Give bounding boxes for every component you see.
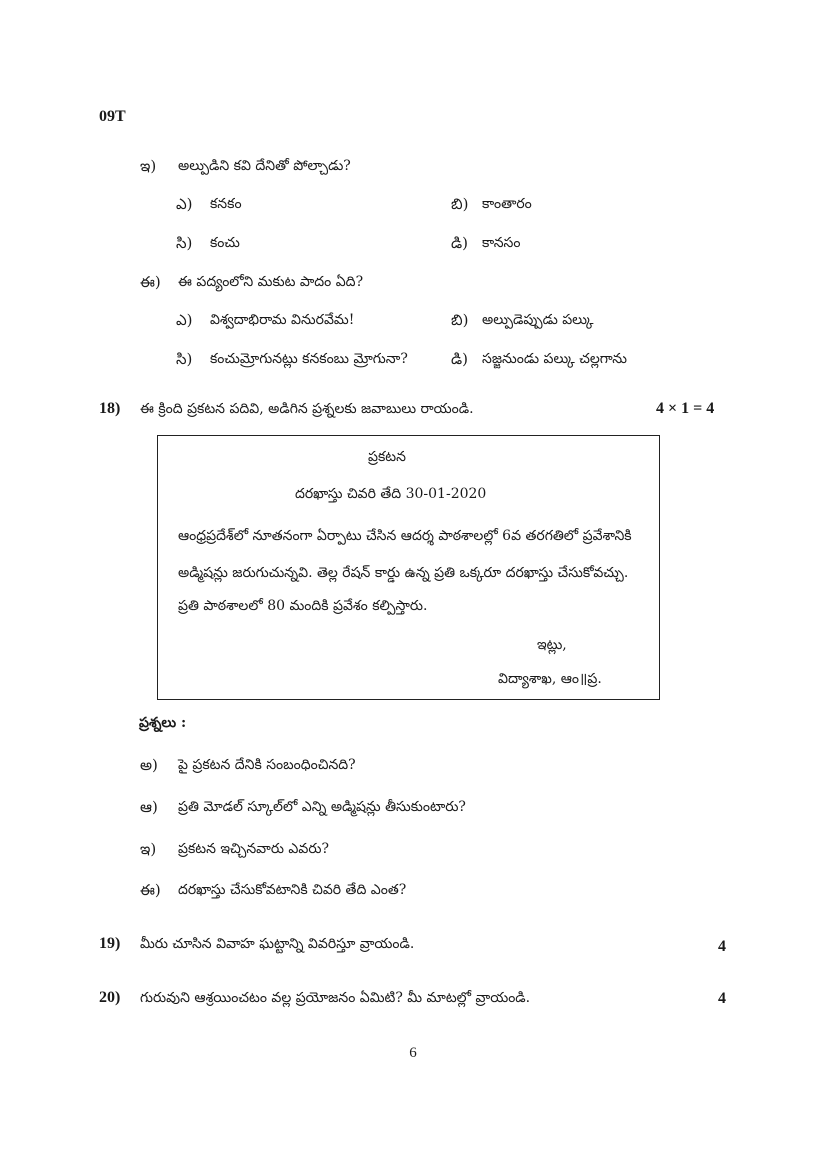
- sub-question-label: ఇ): [140, 840, 157, 858]
- option-text: కనకం: [210, 196, 242, 212]
- sub-question-label: ఈ): [140, 881, 161, 899]
- notice-closing: ఇట్లు,: [537, 637, 567, 653]
- part-question: అల్పుడిని కవి దేనితో పోల్చాడు?: [178, 158, 351, 174]
- option-text: విశ్వదాభిరామ వినురవేమ!: [210, 312, 355, 328]
- marks: 4 × 1 = 4: [656, 400, 715, 417]
- option-label: బి): [451, 311, 469, 329]
- option-label: డి): [451, 234, 468, 252]
- option-label: ఎ): [176, 195, 193, 213]
- part-label: ఈ): [140, 273, 161, 291]
- notice-line: అడ్మిషన్లు జరుగుచున్నవి. తెల్ల రేషన్ కార్డు ఉన్న ప్రతి ఒక్కరూ దరఖాస్తు చేసుకోవచ్చు.: [178, 565, 629, 581]
- option-text: కానసం: [482, 235, 521, 251]
- option-text: సజ్జనుండు పల్కు చల్లగాను: [482, 351, 627, 367]
- option-label: సి): [176, 234, 193, 252]
- notice-line: ఆంధ్రప్రదేశ్‌లో నూతనంగా ఏర్పాటు చేసిన ఆదర్శ పాఠశాలల్లో 6వ తరగతిలో ప్రవేశానికి: [178, 528, 632, 544]
- question-text: గురువుని ఆశ్రయించటం వల్ల ప్రయోజనం ఏమిటి? మీ మాటల్లో వ్రాయండి.: [140, 990, 531, 1006]
- marks: 4: [718, 938, 726, 955]
- paper-code: 09T: [99, 108, 126, 125]
- questions-heading: ప్రశ్నలు :: [139, 715, 187, 731]
- notice-signature: విద్యాశాఖ, ఆం॥ప్ర.: [498, 671, 602, 687]
- sub-question-text: దరఖాస్తు చేసుకోవటానికి చివరి తేది ఎంత?: [178, 882, 407, 898]
- part-label: ఇ): [140, 157, 157, 175]
- sub-question-label: అ): [140, 756, 158, 774]
- option-text: అల్పుడెప్పుడు పల్కు: [482, 312, 594, 328]
- notice-title: ప్రకటన: [368, 449, 406, 465]
- option-label: బి): [451, 195, 469, 213]
- part-question: ఈ పద్యంలోని మకుట పాదం ఏది?: [178, 274, 364, 290]
- notice-line: ప్రతి పాఠశాలలో 80 మందికి ప్రవేశం కల్పిస్తారు.: [178, 598, 428, 614]
- question-number: 19): [99, 935, 121, 952]
- marks: 4: [718, 990, 726, 1007]
- option-label: ఎ): [176, 311, 193, 329]
- option-text: కంచుమ్రోగునట్లు కనకంబు మ్రోగునా?: [210, 351, 408, 367]
- option-text: కాంతారం: [482, 196, 532, 212]
- sub-question-text: ప్రతి మోడల్ స్కూల్‌లో ఎన్ని అడ్మిషన్లు తీసుకుంటారు?: [178, 799, 466, 815]
- notice-deadline: దరఖాస్తు చివరి తేది 30-01-2020: [295, 486, 487, 502]
- question-text: మీరు చూసిన వివాహ ఘట్టాన్ని వివరిస్తూ వ్రాయండి.: [140, 936, 415, 952]
- question-number: 20): [99, 989, 121, 1006]
- question-text: ఈ క్రింది ప్రకటన పదివి, అడిగిన ప్రశ్నలకు జవాబులు రాయండి.: [140, 401, 474, 417]
- page-number: 6: [409, 1045, 417, 1061]
- option-label: సి): [176, 350, 193, 368]
- sub-question-text: పై ప్రకటన దేనికి సంబంధించినది?: [178, 757, 356, 773]
- option-text: కంచు: [210, 235, 240, 251]
- sub-question-label: ఆ): [140, 798, 158, 816]
- question-number: 18): [99, 400, 121, 417]
- sub-question-text: ప్రకటన ఇచ్చినవారు ఎవరు?: [178, 841, 329, 857]
- option-label: డి): [451, 350, 468, 368]
